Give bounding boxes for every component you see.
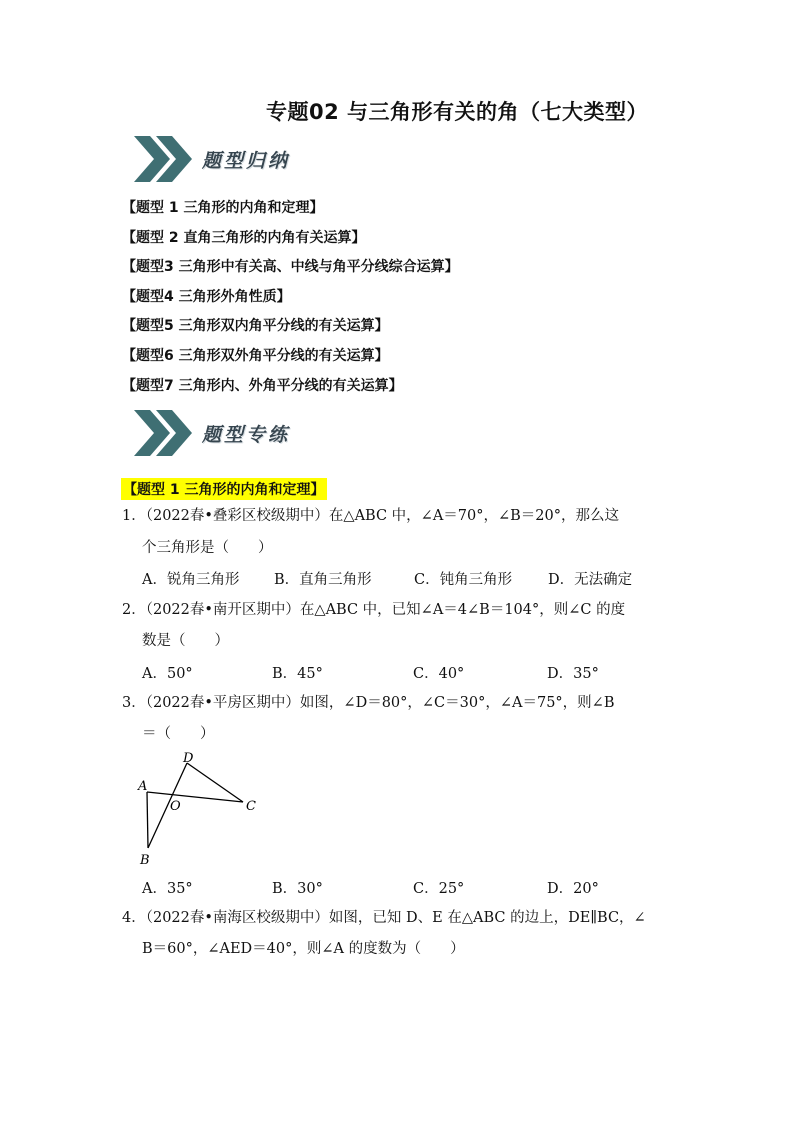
section-banner-practice: [130, 406, 390, 460]
question-2-line1: 2．（2022春•南开区期中）在△ABC 中，已知∠A＝4∠B＝104°，则∠C 的度: [122, 602, 626, 618]
question-3-line2: ＝（ ）: [142, 726, 215, 742]
label-d: D: [183, 751, 194, 766]
figure-angle-diagram: [135, 750, 275, 870]
option-c: C．25°: [413, 881, 465, 897]
option-a: A．锐角三角形: [142, 572, 240, 588]
option-d: D．无法确定: [548, 572, 633, 588]
question-1-options: [142, 568, 632, 589]
question-4-line1: 4．（2022春•南海区校级期中）如图，已知 D、E 在△ABC 的边上，DE∥BC，∠: [122, 910, 646, 926]
option-c: C．钝角三角形: [414, 572, 513, 588]
option-c: C．40°: [413, 666, 465, 682]
section-header-type1: 【题型 1 三角形的内角和定理】: [121, 478, 327, 500]
toc-item: 【题型4 三角形外角性质】: [122, 288, 291, 305]
question-3-options: [142, 877, 599, 898]
section-banner-summary: [130, 132, 390, 186]
question-2: [122, 600, 625, 651]
question-4: [122, 908, 646, 959]
option-b: B．直角三角形: [274, 572, 372, 588]
toc-item: 【题型 1 三角形的内角和定理】: [122, 200, 324, 216]
toc-list: [122, 198, 459, 405]
question-3: [122, 693, 614, 744]
page-title: 专题02 与三角形有关的角（七大类型）: [265, 100, 649, 124]
double-chevron-icon: [130, 132, 200, 186]
question-2-options: [142, 662, 599, 683]
option-b: B．45°: [272, 666, 323, 682]
option-b: B．30°: [272, 881, 323, 897]
label-b: B: [140, 853, 150, 868]
option-a: A．35°: [142, 881, 193, 897]
question-2-line2: 数是（ ）: [142, 633, 229, 649]
label-c: C: [246, 799, 256, 814]
question-1: [122, 506, 619, 558]
label-o: O: [170, 799, 181, 814]
option-a: A．50°: [142, 666, 193, 682]
toc-item: 【题型7 三角形内、外角平分线的有关运算】: [122, 377, 403, 394]
toc-item: 【题型6 三角形双外角平分线的有关运算】: [122, 347, 389, 364]
question-3-line1: 3．（2022春•平房区期中）如图，∠D＝80°，∠C＝30°，∠A＝75°，则∠B: [122, 695, 615, 711]
question-1-line1: 1．（2022春•叠彩区校级期中）在△ABC 中，∠A＝70°，∠B＝20°，那么这: [122, 508, 620, 524]
option-d: D．35°: [547, 666, 599, 682]
toc-item: 【题型 2 直角三角形的内角有关运算】: [122, 229, 366, 246]
question-4-line2: B＝60°，∠AED＝40°，则∠A 的度数为（ ）: [142, 941, 465, 957]
toc-item: 【题型5 三角形双内角平分线的有关运算】: [122, 318, 389, 335]
double-chevron-icon: [130, 406, 200, 460]
toc-item: 【题型3 三角形中有关高、中线与角平分线综合运算】: [122, 259, 459, 276]
banner-practice-text: 题型专练: [202, 424, 291, 446]
label-a: A: [138, 779, 148, 794]
question-1-line2: 个三角形是（ ）: [142, 540, 273, 556]
banner-summary-text: 题型归纳: [202, 150, 291, 172]
option-d: D．20°: [547, 881, 599, 897]
